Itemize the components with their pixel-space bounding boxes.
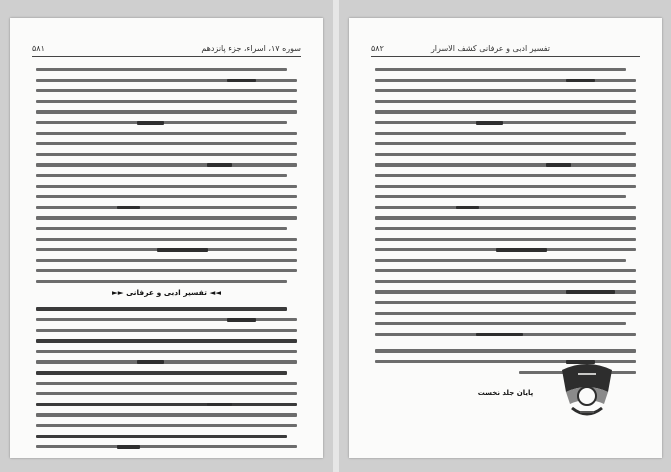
text-line [36,431,297,442]
text-line [375,191,636,202]
left-page-header [32,42,301,57]
text-line [36,106,297,117]
text-line [375,223,636,234]
text-line [36,399,297,410]
text-line [375,345,636,356]
text-line [36,128,297,139]
text-line [36,149,297,160]
text-line [36,303,297,314]
text-line [36,325,297,336]
text-line [375,297,636,308]
text-line [36,96,297,107]
text-line [36,388,297,399]
left-page-text [36,64,297,452]
text-line [375,265,636,276]
left-running-title: سوره ۱۷، اسراء، جزء پانزدهم [201,44,301,53]
right-page-text [375,64,636,401]
text-line [36,346,297,357]
text-line [375,244,636,255]
text-line [36,335,297,346]
text-line [36,191,297,202]
text-line [375,149,636,160]
text-line [36,159,297,170]
text-line [36,367,297,378]
text-line [375,106,636,117]
text-line [375,255,636,266]
text-line [36,420,297,431]
text-line [375,202,636,213]
text-line [36,202,297,213]
text-line [36,234,297,245]
text-line [375,117,636,128]
text-line [36,314,297,325]
text-line [36,117,297,128]
text-line [36,181,297,192]
left-page-number: ۵۸۱ [32,44,45,53]
text-line [375,286,636,297]
text-line [375,138,636,149]
right-page [349,18,662,458]
text-line [375,308,636,319]
right-running-title: تفسیر ادبی و عرفانی کشف الاسرار [430,44,550,53]
text-line [375,85,636,96]
text-line [36,378,297,389]
text-line [375,318,636,329]
text-line [36,138,297,149]
text-line [36,244,297,255]
section-heading: ◄◄ تفسیر ادبی و عرفانی ►► [111,288,222,298]
text-line [36,441,297,452]
book-gutter [333,0,339,472]
left-page [10,18,323,458]
text-line [375,170,636,181]
publisher-logo-icon [558,362,616,422]
text-line [375,64,636,75]
text-line [36,276,297,287]
right-page-number: ۵۸۲ [371,44,384,53]
text-line [36,223,297,234]
text-line [375,212,636,223]
text-line [375,128,636,139]
text-line [36,75,297,86]
text-line [375,96,636,107]
text-line [375,181,636,192]
text-line [375,276,636,287]
text-line [36,356,297,367]
text-line [36,212,297,223]
volume-end-note: پایان جلد نخست [477,389,534,398]
text-line [36,265,297,276]
text-line [36,409,297,420]
text-line [375,234,636,245]
text-line [36,64,297,75]
text-line [375,329,636,340]
text-line [36,170,297,181]
text-line [375,75,636,86]
right-page-header [371,42,640,57]
text-line [36,255,297,266]
text-line [375,159,636,170]
text-line [36,85,297,96]
